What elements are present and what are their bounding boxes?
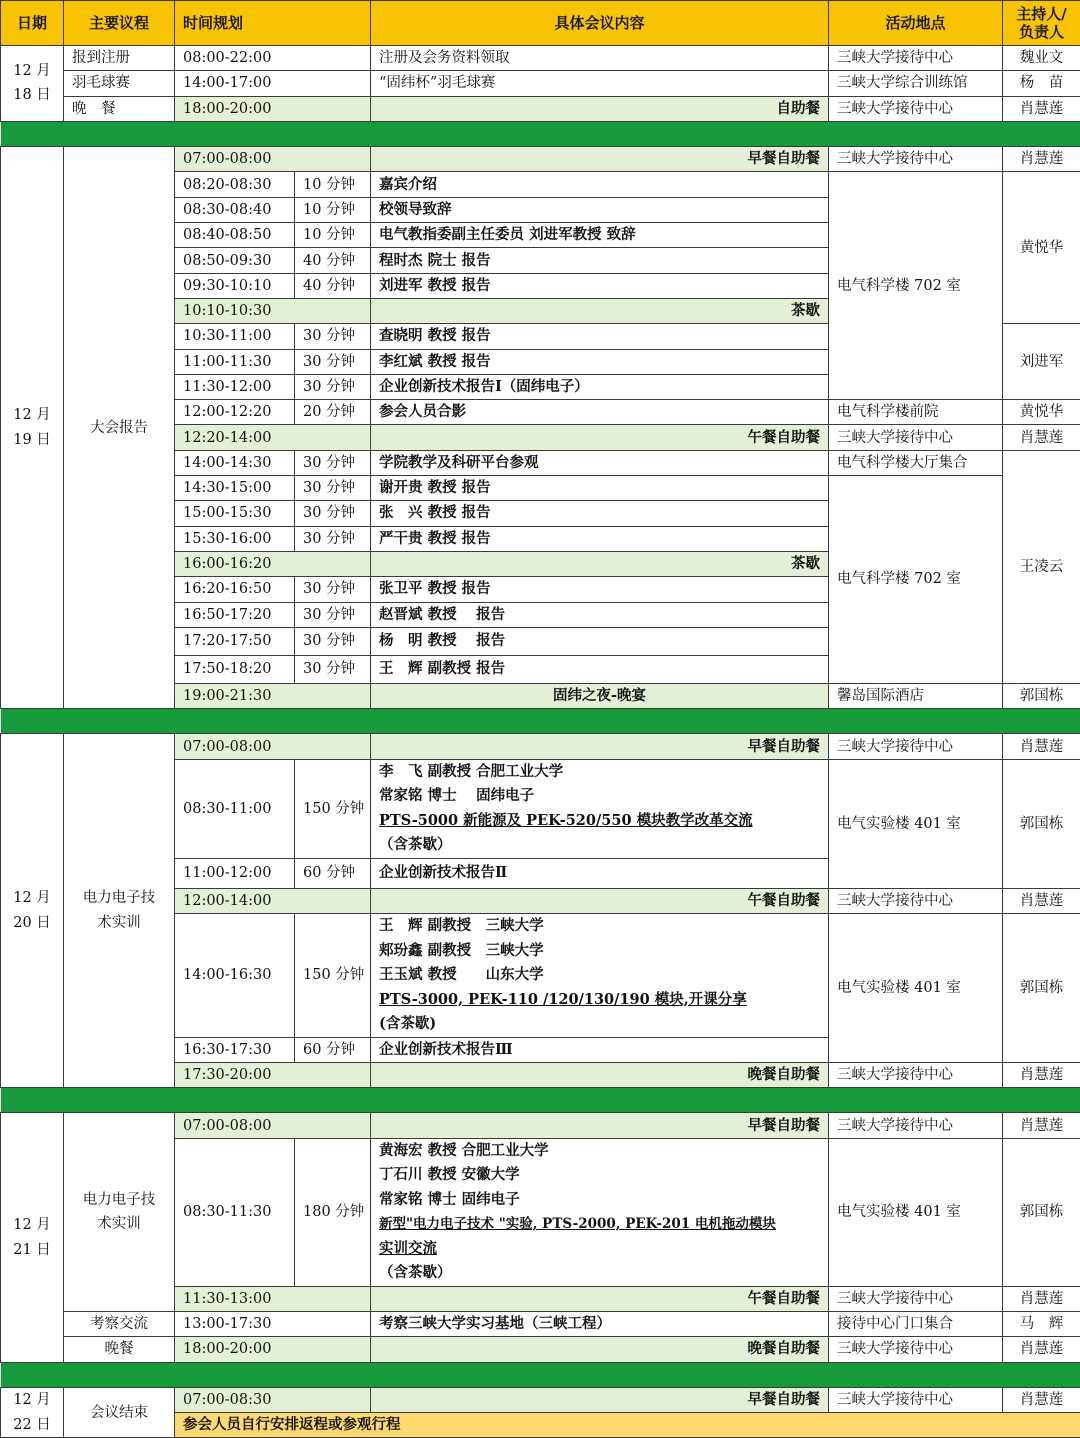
content-cell: 早餐自助餐 [371,734,829,759]
agenda-cell: 电力电子技 术实训 [64,734,175,1088]
host-cell: 郭国栋 [1003,759,1080,888]
table-row [1,71,1080,96]
content-cell: 电气教指委副主任委员 刘进军教授 致辞 [371,223,829,248]
content-cell: 嘉宾介绍 [371,172,829,197]
venue-cell: 三峡大学综合训练馆 [829,71,1003,96]
content-cell: 赵晋斌 教授 报告 [371,602,829,627]
time-cell: 12:20-14:00 [175,425,371,450]
host-cell: 王凌云 [1003,450,1080,683]
content-cell: 注册及会务资料领取 [371,46,829,71]
day-separator [1,121,1080,146]
time-cell: 07:00-08:30 [175,1387,371,1412]
time-cell: 14:00-16:30 [175,914,295,1038]
table-row [1,96,1080,121]
venue-cell: 电气科学楼大厅集合 [829,450,1003,475]
host-cell: 刘进军 [1003,324,1080,400]
content-cell: 企业创新技术报告Ⅲ [371,1037,829,1062]
time-cell: 08:30-11:00 [175,759,295,858]
content-cell: 晚餐自助餐 [371,1062,829,1087]
time-cell: 11:30-13:00 [175,1286,371,1311]
time-cell: 12:00-14:00 [175,888,371,913]
duration-cell: 30 分钟 [295,501,371,526]
time-cell: 14:00-14:30 [175,450,295,475]
content-cell: 茶歇 [371,551,829,576]
time-cell: 09:30-10:10 [175,273,295,298]
agenda-cell: 晚 餐 [64,96,175,121]
host-cell: 肖慧莲 [1003,1286,1080,1311]
date-cell-21: 12 月 21 日 [1,1113,64,1362]
host-cell: 肖慧莲 [1003,734,1080,759]
agenda-cell: 会议结束 [64,1387,175,1438]
time-cell: 18:00-20:00 [175,96,371,121]
venue-cell: 电气实验楼 401 室 [829,759,1003,888]
duration-cell: 30 分钟 [295,324,371,349]
time-cell: 08:00-22:00 [175,46,371,71]
time-cell: 16:00-16:20 [175,551,371,576]
time-cell: 08:30-11:30 [175,1138,295,1286]
content-cell: 查晓明 教授 报告 [371,324,829,349]
time-cell: 12:00-12:20 [175,400,295,425]
time-cell: 11:00-11:30 [175,349,295,374]
host-cell: 魏业文 [1003,46,1080,71]
venue-cell: 三峡大学接待中心 [829,425,1003,450]
content-cell: 张 兴 教授 报告 [371,501,829,526]
time-cell: 07:00-08:00 [175,734,371,759]
time-cell: 10:10-10:30 [175,298,371,323]
table-row [1,1337,1080,1362]
table-row [1,147,1080,172]
content-cell: 企业创新技术报告Ⅰ（固纬电子） [371,374,829,399]
date-cell-19: 12 月 19 日 [1,147,64,709]
duration-cell: 30 分钟 [295,374,371,399]
content-cell: “固纬杯”羽毛球赛 [371,71,829,96]
time-cell: 08:50-09:30 [175,248,295,273]
content-cell: 午餐自助餐 [371,888,829,913]
closing-note: 参会人员自行安排返程或参观行程 [175,1413,1080,1438]
content-cell: 早餐自助餐 [371,1387,829,1412]
time-cell: 17:30-20:00 [175,1062,371,1087]
agenda-cell: 羽毛球赛 [64,71,175,96]
host-cell: 肖慧莲 [1003,1337,1080,1362]
content-cell: 午餐自助餐 [371,1286,829,1311]
content-cell: 晚餐自助餐 [371,1337,829,1362]
content-cell: 学院教学及科研平台参观 [371,450,829,475]
time-cell: 15:00-15:30 [175,501,295,526]
content-cell: 李 飞 副教授 合肥工业大学 常家铭 博士 固纬电子 PTS-5000 新能源及 PEK-520/550 模块教学改革交流 （含茶歇） [371,759,829,858]
time-cell: 08:40-08:50 [175,223,295,248]
venue-cell: 三峡大学接待中心 [829,888,1003,913]
venue-cell: 电气科学楼前院 [829,400,1003,425]
duration-cell: 10 分钟 [295,172,371,197]
duration-cell: 30 分钟 [295,450,371,475]
content-cell: 刘进军 教授 报告 [371,273,829,298]
time-cell: 19:00-21:30 [175,683,371,708]
time-cell: 15:30-16:00 [175,526,295,551]
venue-cell: 三峡大学接待中心 [829,1286,1003,1311]
agenda-cell: 晚餐 [64,1337,175,1362]
time-cell: 18:00-20:00 [175,1337,371,1362]
duration-cell: 40 分钟 [295,248,371,273]
content-cell: 参会人员合影 [371,400,829,425]
host-cell: 黄悦华 [1003,172,1080,324]
content-cell: 早餐自助餐 [371,147,829,172]
duration-cell: 30 分钟 [295,627,371,655]
venue-cell: 三峡大学接待中心 [829,147,1003,172]
duration-cell: 180 分钟 [295,1138,371,1286]
duration-cell: 30 分钟 [295,349,371,374]
venue-cell: 三峡大学接待中心 [829,1337,1003,1362]
time-cell: 16:20-16:50 [175,577,295,602]
host-cell: 肖慧莲 [1003,1062,1080,1087]
time-cell: 14:00-17:00 [175,71,371,96]
venue-cell: 三峡大学接待中心 [829,1062,1003,1087]
date-cell-18: 12 月 18 日 [1,46,64,122]
venue-cell: 电气实验楼 401 室 [829,914,1003,1063]
content-cell: 企业创新技术报告Ⅱ [371,858,829,888]
agenda-cell: 电力电子技 术实训 [64,1113,175,1312]
content-cell: 张卫平 教授 报告 [371,577,829,602]
host-cell: 肖慧莲 [1003,1113,1080,1138]
content-cell: 严干贵 教授 报告 [371,526,829,551]
content-cell: 早餐自助餐 [371,1113,829,1138]
table-row [1,1312,1080,1337]
content-cell: 考察三峡大学实习基地（三峡工程） [371,1312,829,1337]
duration-cell: 30 分钟 [295,526,371,551]
agenda-cell: 大会报告 [64,147,175,709]
host-cell: 马 辉 [1003,1312,1080,1337]
content-cell: 王 辉 副教授 三峡大学 郏玢鑫 副教授 三峡大学 王玉斌 教授 山东大学 PTS-3000, PEK-110 /120/130/190 模块,开课分享 (含茶歇) [371,914,829,1038]
host-cell: 郭国栋 [1003,914,1080,1063]
content-cell: 固纬之夜-晚宴 [371,683,829,708]
host-cell: 肖慧莲 [1003,1387,1080,1412]
duration-cell: 20 分钟 [295,400,371,425]
duration-cell: 60 分钟 [295,858,371,888]
host-cell: 郭国栋 [1003,1138,1080,1286]
content-cell: 午餐自助餐 [371,425,829,450]
content-cell: 李红斌 教授 报告 [371,349,829,374]
content-cell: 茶歇 [371,298,829,323]
host-cell: 杨 苗 [1003,71,1080,96]
date-cell-22: 12 月 22 日 [1,1387,64,1438]
col-header-venue: 活动地点 [829,1,1003,46]
date-cell-20: 12 月 20 日 [1,734,64,1088]
table-row [1,1387,1080,1412]
duration-cell: 30 分钟 [295,476,371,501]
time-cell: 11:00-12:00 [175,858,295,888]
venue-cell: 三峡大学接待中心 [829,96,1003,121]
host-cell: 郭国栋 [1003,683,1080,708]
venue-cell: 接待中心门口集合 [829,1312,1003,1337]
content-cell: 杨 明 教授 报告 [371,627,829,655]
venue-cell: 电气实验楼 401 室 [829,1138,1003,1286]
table-row [1,1113,1080,1138]
duration-cell: 30 分钟 [295,655,371,683]
time-cell: 07:00-08:00 [175,1113,371,1138]
content-cell: 王 辉 副教授 报告 [371,655,829,683]
venue-cell: 三峡大学接待中心 [829,1387,1003,1412]
time-cell: 16:30-17:30 [175,1037,295,1062]
venue-cell: 三峡大学接待中心 [829,1113,1003,1138]
time-cell: 16:50-17:20 [175,602,295,627]
time-cell: 17:20-17:50 [175,627,295,655]
col-header-content: 具体会议内容 [371,1,829,46]
agenda-cell: 报到注册 [64,46,175,71]
duration-cell: 150 分钟 [295,914,371,1038]
col-header-date: 日期 [1,1,64,46]
venue-cell: 馨岛国际酒店 [829,683,1003,708]
time-cell: 07:00-08:00 [175,147,371,172]
content-cell: 程时杰 院士 报告 [371,248,829,273]
content-cell: 黄海宏 教授 合肥工业大学 丁石川 教授 安徽大学 常家铭 博士 固纬电子 新型"电力电子技术 "实验, PTS-2000, PEK-201 电机拖动模块 实训交流 （含茶歇） [371,1138,829,1286]
host-cell: 肖慧莲 [1003,888,1080,913]
venue-cell: 电气科学楼 702 室 [829,172,1003,400]
duration-cell: 40 分钟 [295,273,371,298]
time-cell: 08:30-08:40 [175,197,295,222]
duration-cell: 30 分钟 [295,577,371,602]
time-cell: 08:20-08:30 [175,172,295,197]
day-separator [1,1088,1080,1113]
agenda-cell: 考察交流 [64,1312,175,1337]
time-cell: 10:30-11:00 [175,324,295,349]
table-row [1,734,1080,759]
col-header-host: 主持人/ 负责人 [1003,1,1080,46]
table-header-row [1,1,1080,46]
content-cell: 谢开贵 教授 报告 [371,476,829,501]
duration-cell: 10 分钟 [295,197,371,222]
time-cell: 11:30-12:00 [175,374,295,399]
time-cell: 14:30-15:00 [175,476,295,501]
duration-cell: 30 分钟 [295,602,371,627]
venue-cell: 三峡大学接待中心 [829,734,1003,759]
duration-cell: 150 分钟 [295,759,371,858]
venue-cell: 三峡大学接待中心 [829,46,1003,71]
duration-cell: 10 分钟 [295,223,371,248]
host-cell: 肖慧莲 [1003,425,1080,450]
time-cell: 17:50-18:20 [175,655,295,683]
content-cell: 校领导致辞 [371,197,829,222]
venue-cell: 电气科学楼 702 室 [829,476,1003,684]
col-header-time: 时间规划 [175,1,371,46]
table-row [1,46,1080,71]
host-cell: 肖慧莲 [1003,147,1080,172]
duration-cell: 60 分钟 [295,1037,371,1062]
host-cell: 肖慧莲 [1003,96,1080,121]
col-header-agenda: 主要议程 [64,1,175,46]
day-separator [1,709,1080,734]
host-cell: 黄悦华 [1003,400,1080,425]
content-cell: 自助餐 [371,96,829,121]
time-cell: 13:00-17:30 [175,1312,371,1337]
